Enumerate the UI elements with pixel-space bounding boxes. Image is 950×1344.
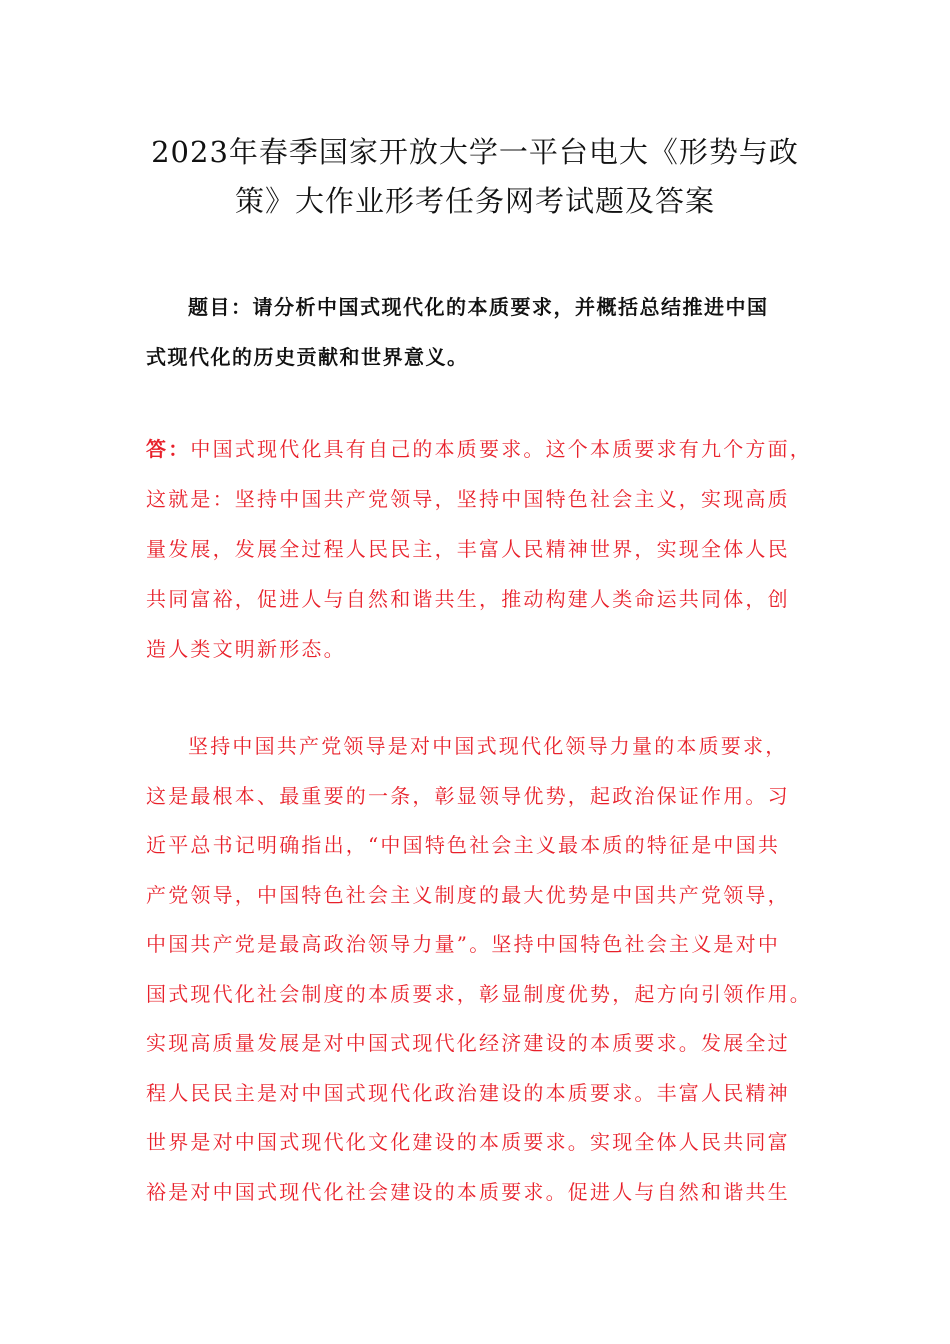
question-line-1: 题目：请分析中国式现代化的本质要求，并概括总结推进中国 — [188, 295, 769, 319]
answer-block — [146, 424, 826, 674]
paragraph-2 — [146, 722, 836, 1217]
paragraph-2-line-7: 实现高质量发展是对中国式现代化经济建设的本质要求。发展全过 — [146, 1031, 790, 1055]
answer-label: 答： — [146, 437, 191, 461]
answer-line-3: 量发展，发展全过程人民民主，丰富人民精神世界，实现全体人民 — [146, 537, 790, 561]
answer-line-2: 这就是：坚持中国共产党领导，坚持中国特色社会主义，实现高质 — [146, 487, 790, 511]
paragraph-2-line-5: 中国共产党是最高政治领导力量”。坚持中国特色社会主义是对中 — [146, 932, 781, 956]
answer-line-4: 共同富裕，促进人与自然和谐共生，推动构建人类命运共同体，创 — [146, 587, 790, 611]
document-title — [140, 128, 810, 226]
title-line-2: 策》大作业形考任务网考试题及答案 — [234, 184, 715, 218]
paragraph-2-line-3: 近平总书记明确指出，“中国特色社会主义最本质的特征是中国共 — [146, 833, 781, 857]
paragraph-2-line-9: 世界是对中国式现代化文化建设的本质要求。实现全体人民共同富 — [146, 1130, 790, 1154]
paragraph-2-line-8: 程人民民主是对中国式现代化政治建设的本质要求。丰富人民精神 — [146, 1080, 790, 1105]
answer-line-1-text: 中国式现代化具有自己的本质要求。这个本质要求有九个方面， — [190, 437, 813, 461]
question-block — [146, 282, 811, 382]
title-line-1: 2023年春季国家开放大学一平台电大《形势与政 — [151, 135, 799, 169]
paragraph-2-line-2: 这是最根本、最重要的一条，彰显领导优势，起政治保证作用。习 — [146, 783, 790, 808]
paragraph-2-line-10: 裕是对中国式现代化社会建设的本质要求。促进人与自然和谐共生 — [146, 1179, 790, 1204]
paragraph-2-line-1: 坚持中国共产党领导是对中国式现代化领导力量的本质要求， — [188, 734, 788, 758]
answer-line-5: 造人类文明新形态。 — [146, 637, 346, 661]
paragraph-2-line-4: 产党领导，中国特色社会主义制度的最大优势是中国共产党领导， — [146, 882, 790, 907]
paragraph-2-line-6: 国式现代化社会制度的本质要求，彰显制度优势，起方向引领作用。 — [146, 981, 812, 1006]
answer-line-1 — [146, 424, 826, 474]
question-line-2: 式现代化的历史贡献和世界意义。 — [146, 345, 469, 369]
